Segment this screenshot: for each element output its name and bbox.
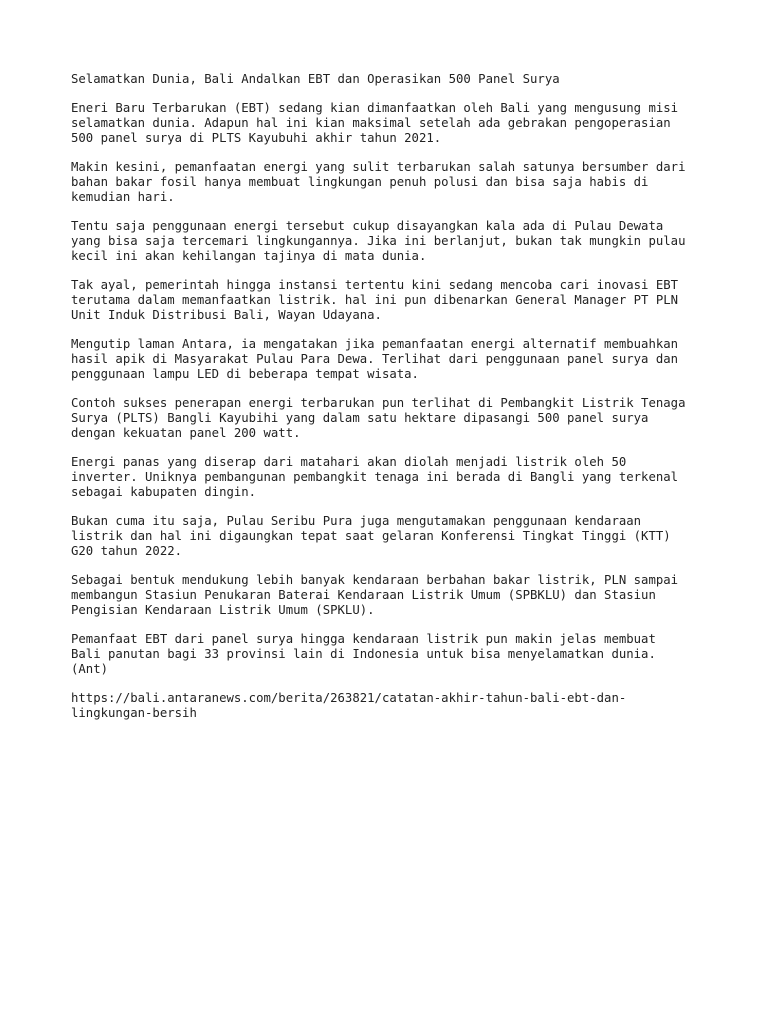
paragraph: Energi panas yang diserap dari matahari akan diolah menjadi listrik oleh 50 inverter. Uniknya pembangunan pembangkit tenaga ini berada di Bangli yang terkenal sebagai kabupaten dingin. <box>71 455 679 499</box>
document-page <box>71 72 711 735</box>
paragraph: Sebagai bentuk mendukung lebih banyak kendaraan berbahan bakar listrik, PLN sampai membangun Stasiun Penukaran Baterai Kendaraan Listrik Umum (SPBKLU) dan Stasiun Pengisian Kendaraan Listrik Umum (SPKLU). <box>71 573 679 617</box>
paragraph: Mengutip laman Antara, ia mengatakan jika pemanfaatan energi alternatif membuahkan hasil apik di Masyarakat Pulau Para Dewa. Terlihat dari penggunaan panel surya dan penggunaan lampu LED di beberapa tempat wisata. <box>71 337 679 381</box>
paragraph: Eneri Baru Terbarukan (EBT) sedang kian dimanfaatkan oleh Bali yang mengusung misi selamatkan dunia. Adapun hal ini kian maksimal setelah ada gebrakan pengoperasian 500 panel surya di PLTS Kayubuhi akhir tahun 2021. <box>71 101 679 145</box>
paragraph: Tak ayal, pemerintah hingga instansi tertentu kini sedang mencoba cari inovasi EBT terutama dalam memanfaatkan listrik. hal ini pun dibenarkan General Manager PT PLN Unit Induk Distribusi Bali, Wayan Udayana. <box>71 278 679 322</box>
paragraph: Bukan cuma itu saja, Pulau Seribu Pura juga mengutamakan penggunaan kendaraan listrik dan hal ini digaungkan tepat saat gelaran Konferensi Tingkat Tinggi (KTT) G20 tahun 2022. <box>71 514 671 558</box>
paragraph: Pemanfaat EBT dari panel surya hingga kendaraan listrik pun makin jelas membuat Bali panutan bagi 33 provinsi lain di Indonesia untuk bisa menyelamatkan dunia. (Ant) <box>71 632 656 676</box>
paragraph: Tentu saja penggunaan energi tersebut cukup disayangkan kala ada di Pulau Dewata yang bisa saja tercemari lingkungannya. Jika ini berlanjut, bukan tak mungkin pulau kecil ini akan kehilangan tajinya di mata dunia. <box>71 219 686 263</box>
article-title: Selamatkan Dunia, Bali Andalkan EBT dan Operasikan 500 Panel Surya <box>71 72 560 86</box>
source-link[interactable]: https://bali.antaranews.com/berita/263821/catatan-akhir-tahun-bali-ebt-dan- lingkungan-bersih <box>71 691 627 720</box>
paragraph: Makin kesini, pemanfaatan energi yang sulit terbarukan salah satunya bersumber dari bahan bakar fosil hanya membuat lingkungan penuh polusi dan bisa saja habis di kemudian hari. <box>71 160 686 204</box>
paragraph: Contoh sukses penerapan energi terbarukan pun terlihat di Pembangkit Listrik Tenaga Surya (PLTS) Bangli Kayubihi yang dalam satu hektare dipasangi 500 panel surya dengan kekuatan panel 200 watt. <box>71 396 686 440</box>
